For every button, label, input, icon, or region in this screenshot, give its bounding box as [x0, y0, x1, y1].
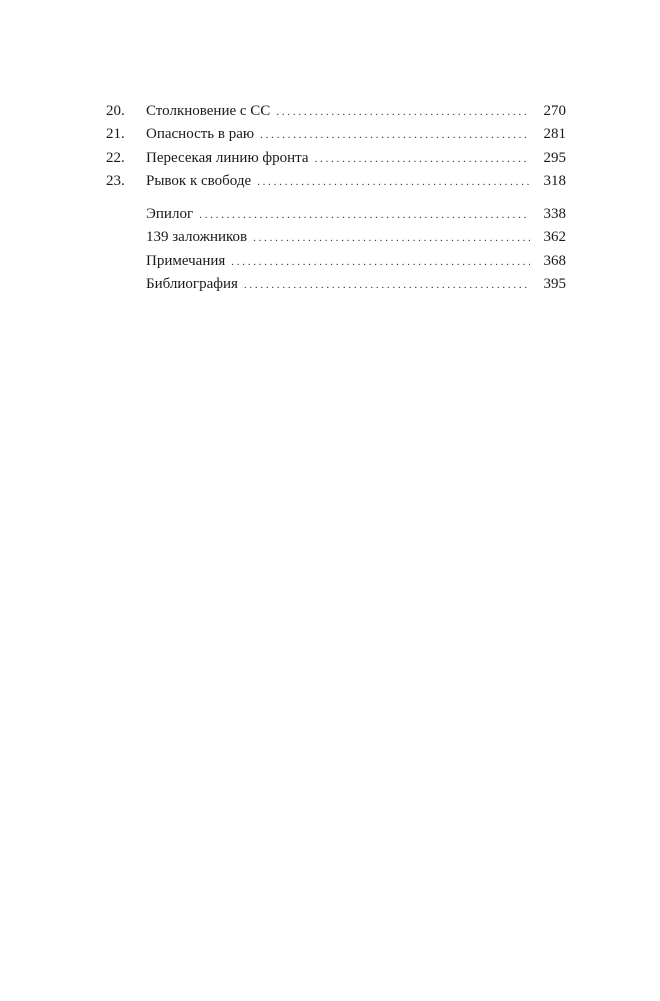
toc-entry[interactable]: [106, 250, 566, 273]
page-number: 295: [543, 149, 566, 166]
section-gap: [106, 193, 566, 203]
toc-entry[interactable]: [106, 226, 566, 249]
dot-leader: [231, 251, 530, 274]
section-title: Библиография: [146, 276, 238, 293]
page-number: 338: [543, 206, 566, 223]
dot-leader: [244, 274, 530, 297]
toc-entry[interactable]: [106, 123, 566, 146]
dot-leader: [315, 148, 530, 171]
chapter-number: 22.: [106, 149, 125, 166]
page-number: 318: [543, 172, 566, 189]
chapter-number: 23.: [106, 172, 125, 189]
chapter-title: Рывок к свободе: [146, 172, 252, 189]
section-title: 139 заложников: [146, 229, 248, 246]
dot-leader: [253, 227, 530, 250]
section-title: Примечания: [146, 252, 226, 269]
chapter-number: 20.: [106, 103, 125, 119]
dot-leader: [257, 171, 530, 194]
toc-entry[interactable]: [106, 100, 566, 123]
chapter-title: Опасность в раю: [146, 126, 255, 143]
toc-entry[interactable]: [106, 203, 566, 226]
toc-entry[interactable]: [106, 273, 566, 296]
table-of-contents: [106, 100, 566, 296]
dot-leader: [260, 124, 530, 147]
toc-entry[interactable]: [106, 170, 566, 193]
page-number: 395: [543, 276, 566, 293]
chapter-title: Пересекая линию фронта: [146, 149, 309, 166]
chapter-number: 21.: [106, 126, 125, 143]
page-number: 368: [543, 252, 566, 269]
page-number: 270: [543, 103, 566, 119]
page-number: 281: [543, 126, 566, 143]
toc-entry[interactable]: [106, 147, 566, 170]
page-number: 362: [543, 229, 566, 246]
dot-leader: [199, 204, 530, 227]
chapter-title: Столкновение с СС: [146, 103, 271, 119]
section-title: Эпилог: [146, 206, 194, 223]
dot-leader: [276, 101, 530, 124]
